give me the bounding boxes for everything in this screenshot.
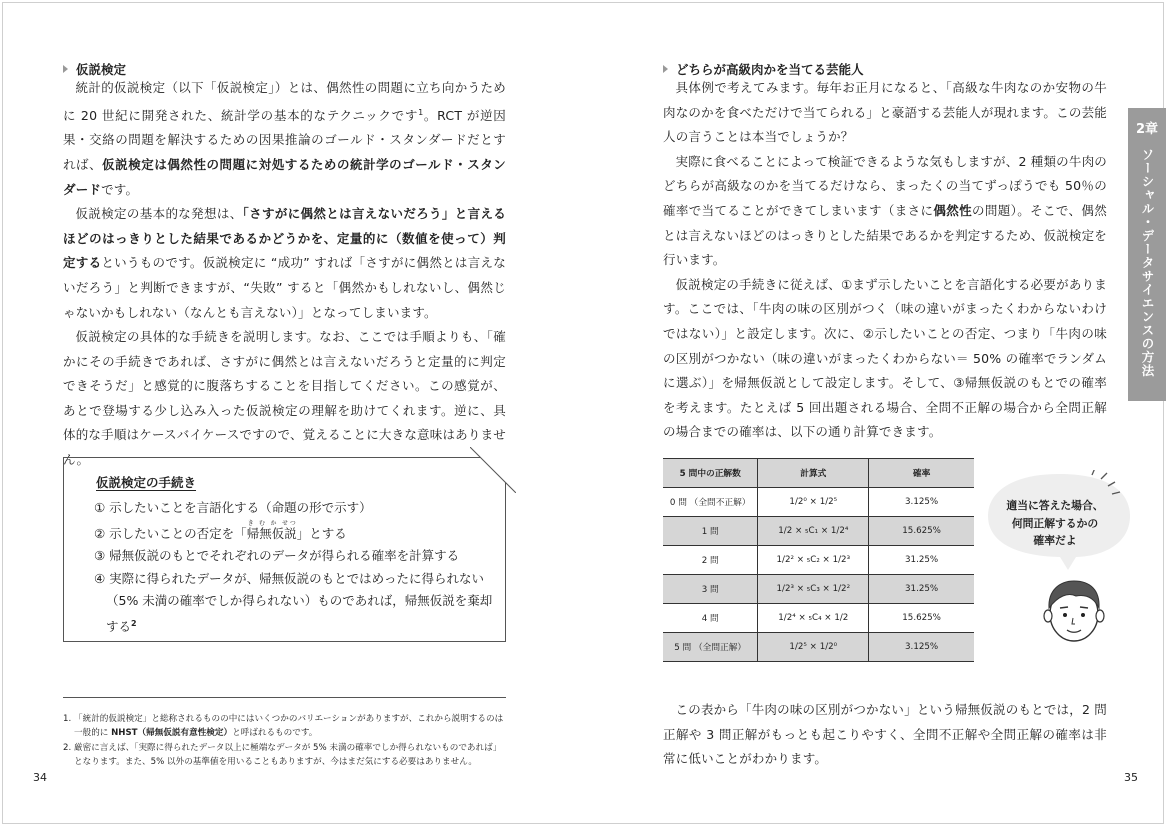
col-header-correct-count: 5 問中の正解数 bbox=[663, 459, 758, 488]
procedure-step-3: ③ 帰無仮説のもとでそれぞれのデータが得られる確率を計算する bbox=[94, 548, 460, 563]
procedure-step-4: ④ 実際に得られたデータが、帰無仮説のもとではめったに得られない bbox=[94, 570, 485, 586]
body-text-right bbox=[663, 76, 1107, 445]
table-row: 2 問 1/2² × ₅C₂ × 1/2³ 31.25% bbox=[663, 546, 974, 575]
footnote-1: 1. 「統計的仮説検定」と総称されるものの中にはいくつかのバリエーションがありますが、これから説明するのは一般的に NHST（帰無仮説有意性検定）と呼ばれるものです。 bbox=[63, 714, 504, 739]
procedure-step-4-end: する$^2$ bbox=[106, 618, 137, 634]
paragraph-1: 統計的仮説検定（以下「仮説検定」）とは、偶然性の問題に立ち向かうために 20 世紀に開発された、統計学の基本的なテクニックです$^1$。RCT が逆因果・交絡の問題を解決するための因果推論のゴールド・スタンダードだとすれば、仮説検定は偶然性の問題に対処するための統計学のゴールド・スタンダードです。 bbox=[63, 80, 506, 197]
paragraph-3: 仮説検定の具体的な手続きを説明します。なお、ここでは手順よりも、「確かにその手続きであれば、さすがに偶然とは言えないだろうと定量的に判定できそうだ」と感覚的に腹落ちすることを目指してください。この感覚が、あとで登場する少し込み入った仮説検定の理解を助けてくれます。逆に、具体的な手順はケースバイケースですので、覚えることに大きな意味はありません。 bbox=[63, 329, 506, 468]
table-header-row bbox=[663, 459, 974, 488]
body-text-left bbox=[63, 76, 506, 473]
triangle-bullet-icon bbox=[63, 65, 68, 73]
table-row: 3 問 1/2³ × ₅C₃ × 1/2² 31.25% bbox=[663, 575, 974, 604]
page-number-left: 34 bbox=[33, 771, 47, 784]
footnotes bbox=[63, 712, 509, 770]
man-face-illustration-icon bbox=[1038, 578, 1108, 642]
procedure-box-title: 仮説検定の手続き bbox=[96, 475, 197, 490]
probability-table bbox=[663, 458, 974, 662]
table-row: 5 問 （全問正解） 1/2⁵ × 1/2⁰ 3.125% bbox=[663, 633, 974, 662]
conclusion-paragraph: この表から「牛肉の味の区別がつかない」という帰無仮説のもとでは，2 問正解や 3 問正解がもっとも起こりやすく、全問不正解や全問正解の確率は非常に低いことがわかります。 bbox=[663, 702, 1107, 767]
chapter-number: 2章 bbox=[1135, 122, 1159, 137]
chapter-title: ソーシャル・データサイエンスの方法 bbox=[1140, 148, 1155, 378]
procedure-step-2: ② 示したいことの否定を「帰無仮説き む か せつ」とする bbox=[94, 519, 347, 541]
table-row: 1 問 1/2 × ₅C₁ × 1/2⁴ 15.625% bbox=[663, 517, 974, 546]
heading-text: どちらが高級肉かを当てる芸能人 bbox=[676, 62, 864, 77]
procedure-step-1: ① 示したいことを言語化する（命題の形で示す） bbox=[94, 500, 372, 515]
paragraph-2: 仮説検定の基本的な発想は、「さすがに偶然とは言えないだろう」と言えるほどのはっきりとした結果であるかどうかを、定量的に（数値を使って）判定するというものです。仮説検定に “成功” すれば「さすがに偶然とは言えないだろう」と判断できますが、“失敗” すると「偶然かもしれないし、偶然じゃないかもしれない（なんとも言えない）」となってしまいます。 bbox=[63, 206, 506, 320]
footnote-divider bbox=[63, 697, 506, 698]
procedure-list bbox=[94, 497, 492, 638]
paragraph-1: 具体例で考えてみます。毎年お正月になると、「高級な牛肉なのか安物の牛肉なのかを食べただけで当てられる」と豪語する芸能人が現れます。この芸能人の言うことは本当でしょうか？ bbox=[663, 80, 1107, 145]
triangle-bullet-icon bbox=[663, 65, 668, 73]
box-folded-corner bbox=[470, 447, 516, 493]
paragraph-3: 仮説検定の手続きに従えば、①まず示したいことを言語化する必要があります。ここでは、「牛肉の味の区別がつく（味の違いがまったくわからないわけではない）」と設定します。次に、②示したいことの否定、つまり「牛肉の味の区別がつかない（味の違いがまったくわからない＝ 50% の確率でランダムに選ぶ）」を帰無仮説として設定します。そして、③帰無仮説のもとでの確率を考えます。たとえば 5 回出題される場合、全問不正解の場合から全問正解の場合までの確率は、以下の通り計算できます。 bbox=[663, 276, 1107, 440]
table-row: 0 問 （全問不正解） 1/2⁰ × 1/2⁵ 3.125% bbox=[663, 488, 974, 517]
table-row: 4 問 1/2⁴ × ₅C₄ × 1/2 15.625% bbox=[663, 604, 974, 633]
footnote-ref-2: 2 bbox=[131, 618, 137, 628]
page-number-right: 35 bbox=[1124, 771, 1138, 784]
heading-text: 仮説検定 bbox=[76, 62, 127, 77]
col-header-probability: 確率 bbox=[869, 459, 974, 488]
ruby-kimukasetsu: 帰無仮説き む か せつ bbox=[246, 519, 297, 541]
footnote-ref-1: 1 bbox=[418, 107, 424, 117]
paragraph-2: 実際に食べることによって検証できるような気もしますが、2 種類の牛肉のどちらが高級なのかを当てるだけなら、まったくの当てずっぽうでも 50％の確率で当てることができてしまいます（まさに偶然性の問題）。そこで、偶然とは言えないほどのはっきりとした結果であるかを判定するため、仮説検定を行います。 bbox=[663, 153, 1108, 268]
chapter-tab bbox=[1128, 108, 1166, 401]
footnote-2: 2. 厳密に言えば、「実際に得られたデータ以上に極端なデータが 5% 未満の確率でしか得られないものであれば」となります。また、5% 以外の基準値を用いることもありますが、今はまだ気にする必要はありません。 bbox=[63, 742, 502, 768]
col-header-formula: 計算式 bbox=[758, 459, 869, 488]
speech-bubble-text: 適当に答えた場合、 何問正解するかの 確率だよ bbox=[1006, 499, 1104, 547]
procedure-step-4-cont: （5% 未満の確率でしか得られない）ものであれば，帰無仮説を棄却 bbox=[106, 593, 493, 608]
